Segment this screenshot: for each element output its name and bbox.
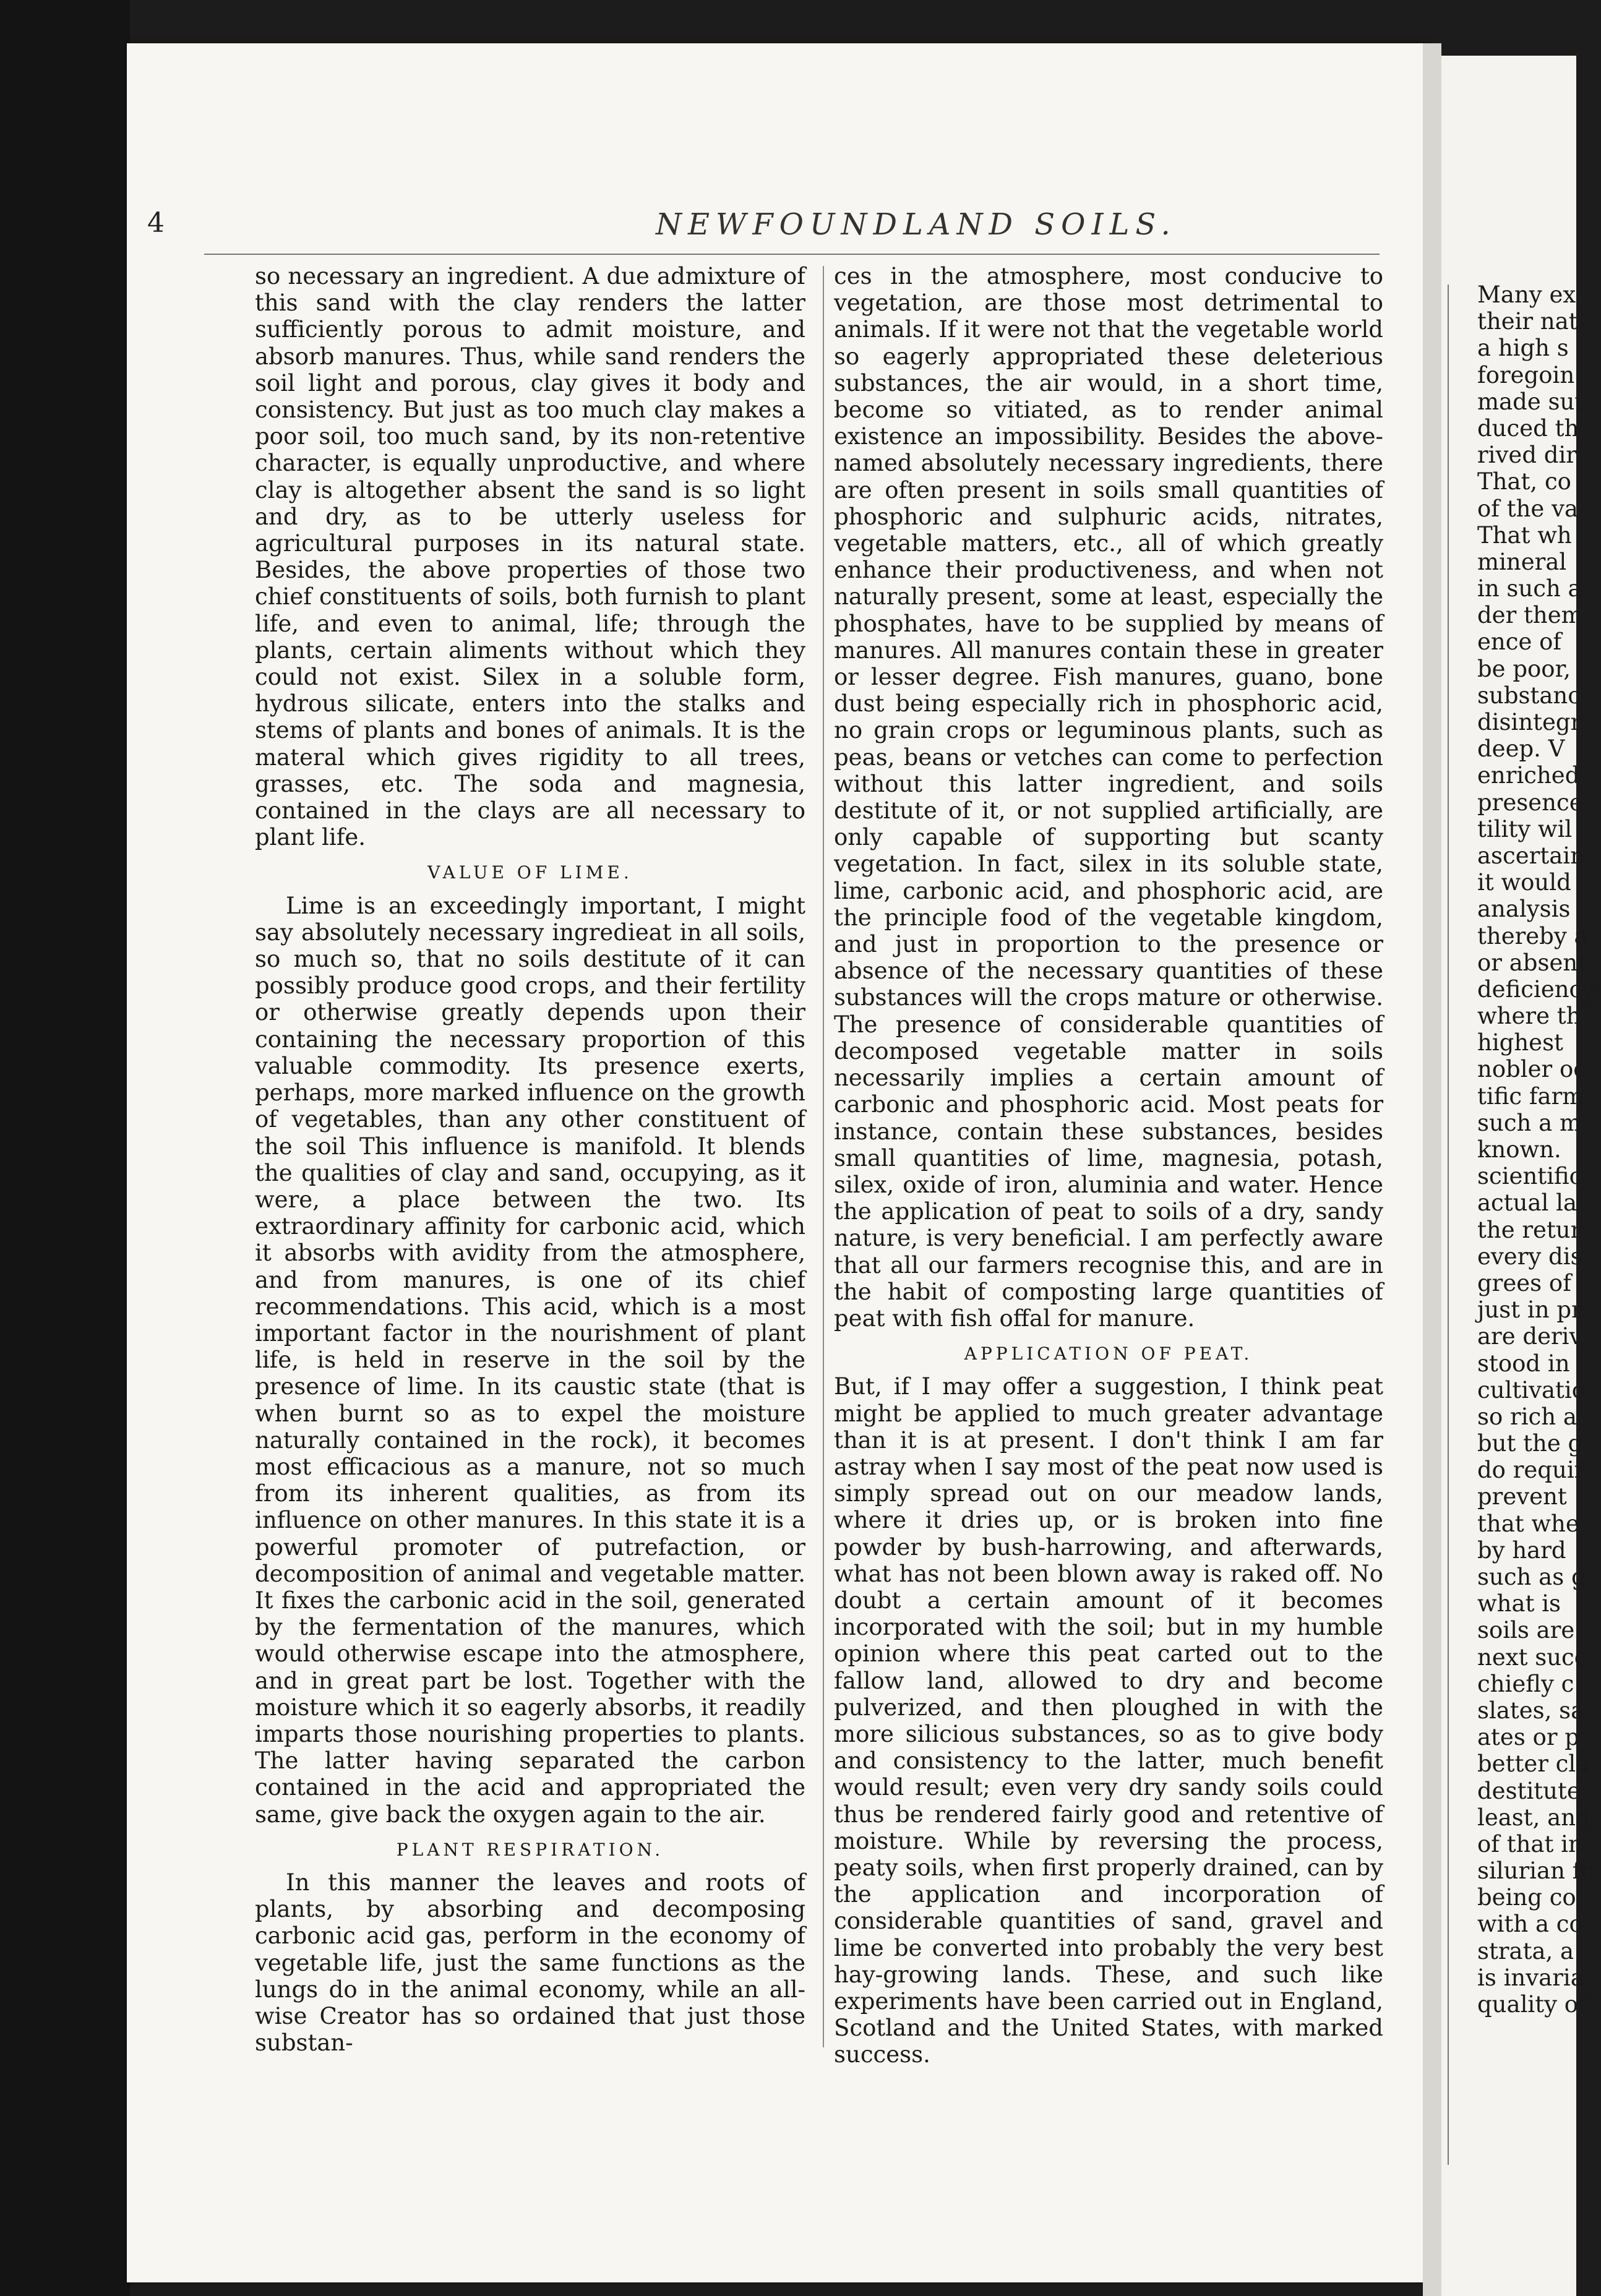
fragment-line: slates, sa xyxy=(1477,1697,1585,1724)
fragment-line: ence of xyxy=(1477,628,1562,656)
fragment-line: strata, a xyxy=(1477,1937,1574,1964)
fragment-line: just in pr xyxy=(1477,1296,1582,1324)
fragment-line: disintegr xyxy=(1477,709,1582,735)
fragment-line: actual la xyxy=(1477,1189,1577,1217)
fragment-line: being co xyxy=(1477,1884,1576,1911)
fragment-line: presence xyxy=(1477,789,1583,816)
column-divider-right xyxy=(1448,285,1449,2165)
fragment-line: stood in xyxy=(1477,1350,1570,1377)
fragment-line: grees of xyxy=(1477,1269,1571,1296)
fragment-line: in such a xyxy=(1477,575,1582,602)
fragment-line: it would xyxy=(1477,869,1571,896)
page-number: 4 xyxy=(147,207,165,239)
fragment-line: such as g xyxy=(1477,1564,1586,1590)
paragraph: But, if I may offer a suggestion, I think peat might be applied to much greater advantage than it is at present. I don't think I am far astray when I say most of the peat now used is simply spread out on our meadow lands, where it dries up, or is broken into fine powder by bush-harrowing, and afterwards, what has not been blown away is raked off. No doubt a certain amount of it becomes incorporated with the soil; but in my humble opinion where this peat carted out to the fallow land, allowed to dry and become pulverized, and then ploughed in with the more silicious substances, so as to give body and consistency to the latter, much benefit would result; even very dry sandy soils could thus be rendered fairly good and retentive of moisture. While by reversing the process, peaty soils, when first properly drained, can by the application and incorporation of considerable quantities of sand, gravel and lime be converted into probably the very best hay-growing lands. These, and such like experiments have been carried out in England, Scotland and the United States, with marked success. xyxy=(834,1373,1383,2068)
fragment-line: soils are xyxy=(1477,1617,1575,1644)
fragment-line: such a m xyxy=(1477,1109,1582,1136)
paragraph: so necessary an ingredient. A due admixture of this sand with the clay renders the latter sufficiently porous to admit moisture, and absorb manures. Thus, while sand renders the soil light and porous, clay gives it body and consistency. But just as too much clay makes a poor soil, too much sand, by its non-retentive character, is equally unproductive, and where clay is altogether absent the sand is so light and dry, as to be utterly useless for agricultural purposes in its natural state. Besides, the above properties of those two chief constituents of soils, both furnish to plant life, and even to animal, life; through the plants, certain aliments without which they could not exist. Silex in a soluble form, hydrous silicate, enters into the stalks and stems of plants and bones of animals. It is the materal which gives rigidity to all trees, grasses, etc. The soda and magnesia, contained in the clays are all necessary to plant life. xyxy=(255,263,805,851)
fragment-line: least, and xyxy=(1477,1804,1590,1831)
fragment-line: of the va xyxy=(1477,495,1579,522)
fragment-line: are deriv xyxy=(1477,1323,1582,1350)
fragment-line: quality of xyxy=(1477,1991,1587,2018)
fragment-line: thereby a xyxy=(1477,922,1588,949)
fragment-line: chiefly c xyxy=(1477,1670,1574,1697)
fragment-line: be poor, xyxy=(1477,655,1571,682)
fragment-line: prevent xyxy=(1477,1483,1567,1510)
fragment-line: duced th xyxy=(1477,414,1579,442)
fragment-line: That, co xyxy=(1477,468,1571,495)
fragment-line: of that in xyxy=(1477,1830,1583,1857)
fragment-line: silurian fo xyxy=(1477,1857,1595,1885)
fragment-line: do requir xyxy=(1477,1457,1586,1484)
fragment-line: but the g xyxy=(1477,1430,1583,1457)
fragment-line: nobler oc xyxy=(1477,1056,1586,1083)
fragment-line: tility wil xyxy=(1477,815,1573,842)
fragment-line: the retur xyxy=(1477,1216,1582,1243)
fragment-line: where th xyxy=(1477,1003,1581,1030)
fragment-line: known. xyxy=(1477,1136,1561,1163)
fragment-line: that whe xyxy=(1477,1510,1579,1537)
fragment-line: destitute xyxy=(1477,1777,1581,1804)
fragment-line: better cla xyxy=(1477,1750,1590,1778)
fragment-line: made sut xyxy=(1477,388,1584,415)
text-column-3-fragment xyxy=(1477,281,1601,2018)
fragment-line: ascertain xyxy=(1477,842,1585,869)
fragment-line: rived dir xyxy=(1477,442,1577,469)
fragment-line: That wh xyxy=(1477,521,1572,549)
fragment-line: every dis xyxy=(1477,1243,1582,1270)
fragment-line: so rich a xyxy=(1477,1403,1577,1430)
fragment-line: is invaria xyxy=(1477,1964,1584,1991)
fragment-line: a high s xyxy=(1477,335,1569,362)
fragment-line: by hard xyxy=(1477,1536,1566,1564)
fragment-line: enriched xyxy=(1477,762,1580,789)
paragraph: In this manner the leaves and roots of plants, by absorbing and decomposing carbonic acid gas, perform in the economy of vegetable life, just the same functions as the lungs do in the animal economy, while an all-wise Creator has so ordained that just those substan- xyxy=(255,1869,805,2057)
fragment-line: tific farm xyxy=(1477,1082,1584,1110)
section-heading-lime: VALUE OF LIME. xyxy=(427,862,633,883)
fragment-line: next succ xyxy=(1477,1643,1587,1671)
fragment-line: Many ex xyxy=(1477,281,1576,308)
paragraph: ces in the atmosphere, most conducive to vegetation, are those most detrimental to animals. If it were not that the vegetable world so eagerly appropriated these deleterious substances, the air would, in a short time, become so vitiated, as to render animal existence an impossibility. Besides the above-named absolutely necessary ingredients, there are often present in soils small quantities of phosphoric and sulphuric acids, nitrates, vegetable matters, etc., all of which greatly enhance their productiveness, and when not naturally present, some at least, especially the phosphates, have to be supplied by means of manures. All manures contain these in greater or lesser degree. Fish manures, guano, bone dust being especially rich in phosphoric acid, no grain crops or leguminous plants, such as peas, beans or vetches can come to perfection without this latter ingredient, and soils destitute of it, or not supplied artificially, are only capable of supporting but scanty vegetation. In fact, silex in its soluble state, lime, carbonic acid, and phosphoric acid, are the principle food of the vegetable kingdom, and just in proportion to the presence or absence of the necessary quantities of these substances will the crops mature or otherwise. The presence of considerable quantities of decomposed vegetable matter in soils necessarily implies a certain amount of carbonic and phosphoric acid. Most peats for instance, contain these substances, besides small quantities of lime, magnesia, potash, silex, oxide of iron, aluminia and water. Hence the application of peat to soils of a dry, sandy nature, is very beneficial. I am perfectly aware that all our farmers recognise this, and are in the habit of composting large quantities of peat with fish offal for manure. xyxy=(834,263,1383,1332)
header-rule xyxy=(204,254,1380,255)
paragraph: Lime is an exceedingly important, I might say absolutely necessary ingredieat in all soils, so much so, that no soils destitute of it can possibly produce good crops, and their fertility or otherwise greatly depends upon their containing the necessary proportion of this valuable commodity. Its presence exerts, perhaps, more marked influence on the growth of vegetables, than any other constituent of the soil This influence is manifold. It blends the qualities of clay and sand, occupying, as it were, a place between the two. Its extraordinary affinity for carbonic acid, which it absorbs with avidity from the atmosphere, and from manures, is one of its chief recommendations. This acid, which is a most important factor in the nourishment of plant life, is held in reserve in the soil by the presence of lime. In its caustic state (that is when burnt so as to expel the moisture naturally contained in the rock), it becomes most efficacious as a manure, not so much from its inherent qualities, as from its influence on other manures. In this state it is a powerful promoter of putrefaction, or decomposition of animal and vegetable matter. It fixes the carbonic acid in the soil, generated by the fermentation of the manures, which would otherwise escape into the atmosphere, and in great part be lost. Together with the moisture which it so eagerly absorbs, it readily imparts those nourishing properties to plants. The latter having separated the carbon contained in the acid and appropriated the same, give back the oxygen again to the air. xyxy=(255,892,805,1828)
text-column-1 xyxy=(255,263,805,2056)
section-heading-respiration: PLANT RESPIRATION. xyxy=(396,1839,664,1860)
section-heading-peat: APPLICATION OF PEAT. xyxy=(964,1343,1253,1364)
fragment-line: highest xyxy=(1477,1029,1563,1056)
fragment-line: foregoin xyxy=(1477,361,1575,388)
fragment-line: der them xyxy=(1477,602,1583,629)
fragment-line: or absent xyxy=(1477,949,1587,976)
fragment-line: with a co xyxy=(1477,1911,1583,1938)
page-gutter xyxy=(1423,43,1441,2296)
fragment-line: mineral xyxy=(1477,548,1567,575)
fragment-line: deep. V xyxy=(1477,735,1565,763)
fragment-line: what is xyxy=(1477,1590,1561,1617)
text-column-2 xyxy=(834,263,1383,2068)
fragment-line: scientific xyxy=(1477,1163,1582,1190)
column-divider xyxy=(823,266,824,2047)
fragment-line: analysis xyxy=(1477,896,1571,923)
fragment-line: ates or p xyxy=(1477,1724,1579,1751)
fragment-line: deficiency xyxy=(1477,975,1595,1003)
fragment-line: their nat xyxy=(1477,308,1578,335)
running-title: NEWFOUNDLAND SOILS. xyxy=(656,207,1177,242)
fragment-line: cultivatio xyxy=(1477,1376,1586,1403)
scan-dark-edge xyxy=(0,0,130,2296)
fragment-line: substanc xyxy=(1477,682,1581,709)
